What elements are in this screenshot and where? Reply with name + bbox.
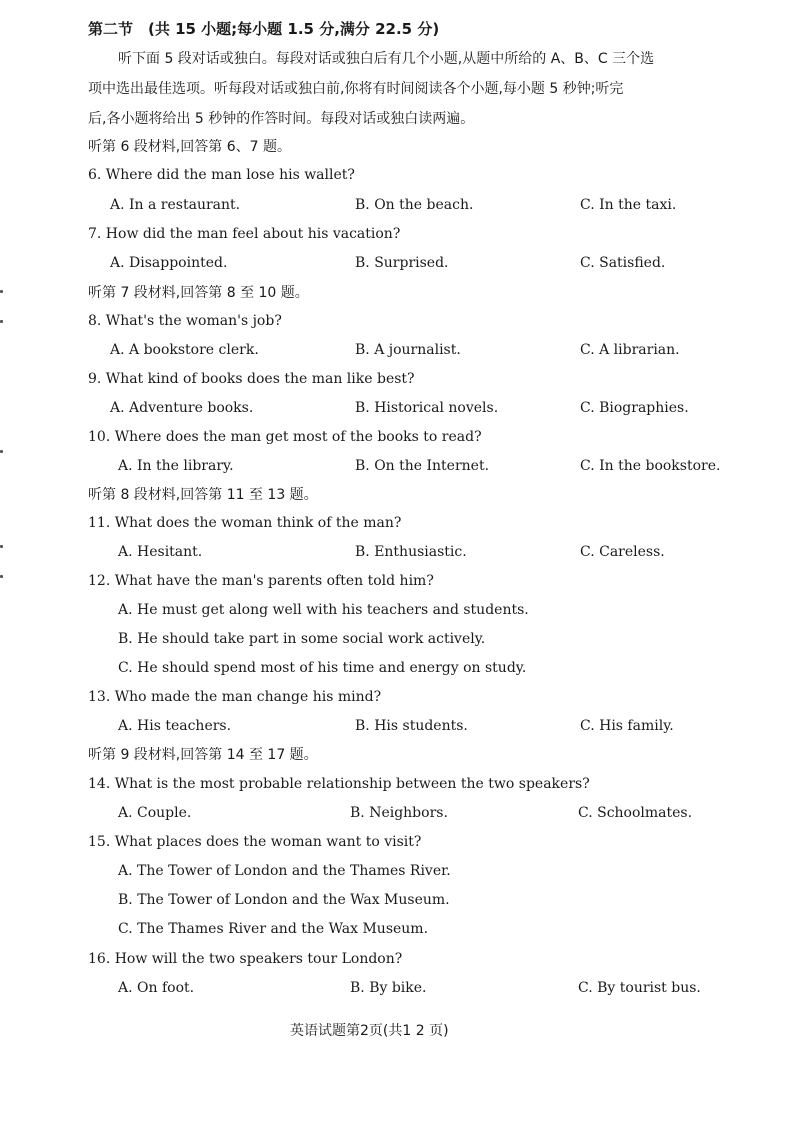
group-header: 听第 6 段材料,回答第 6、7 题。	[88, 139, 291, 155]
instruction-line-3: 后,各小题将给出 5 秒钟的作答时间。每段对话或独白读两遍。	[88, 111, 475, 127]
scan-speck	[0, 320, 3, 323]
scan-speck	[0, 450, 3, 453]
section-title: 第二节 (共 15 小题;每小题 1.5 分,满分 22.5 分)	[88, 20, 440, 38]
option-c: C. A librarian.	[580, 342, 680, 358]
option-c: C. In the taxi.	[580, 197, 677, 213]
question-stem: 14. What is the most probable relationship between the two speakers?	[88, 776, 590, 792]
option-b: B. He should take part in some social work actively.	[118, 631, 486, 647]
option-a: A. On foot.	[118, 980, 195, 996]
question-stem: 10. Where does the man get most of the books to read?	[88, 429, 482, 445]
option-b: B. By bike.	[350, 980, 427, 996]
question-stem: 6. Where did the man lose his wallet?	[88, 167, 355, 183]
option-b: B. Historical novels.	[355, 400, 499, 416]
option-c: C. The Thames River and the Wax Museum.	[118, 921, 429, 937]
page-footer: 英语试题第2页(共1 2 页)	[290, 1023, 449, 1039]
scan-speck	[0, 290, 3, 293]
option-b: B. Enthusiastic.	[355, 544, 467, 560]
question-stem: 9. What kind of books does the man like best?	[88, 371, 415, 387]
question-stem: 13. Who made the man change his mind?	[88, 689, 382, 705]
option-b: B. The Tower of London and the Wax Museum.	[118, 892, 450, 908]
option-c: C. By tourist bus.	[578, 980, 701, 996]
option-b: B. His students.	[355, 718, 468, 734]
scan-speck	[0, 545, 3, 548]
option-a: A. Disappointed.	[110, 255, 228, 271]
option-b: B. On the beach.	[355, 197, 474, 213]
question-stem: 11. What does the woman think of the man?	[88, 515, 402, 531]
option-a: A. Hesitant.	[118, 544, 203, 560]
option-c: C. Careless.	[580, 544, 665, 560]
option-a: A. The Tower of London and the Thames River.	[118, 863, 451, 879]
option-a: A. A bookstore clerk.	[110, 342, 259, 358]
option-c: C. Biographies.	[580, 400, 689, 416]
group-header: 听第 7 段材料,回答第 8 至 10 题。	[88, 285, 309, 301]
question-stem: 7. How did the man feel about his vacation?	[88, 226, 401, 242]
option-a: A. In a restaurant.	[110, 197, 241, 213]
group-header: 听第 8 段材料,回答第 11 至 13 题。	[88, 487, 318, 503]
option-a: A. Adventure books.	[110, 400, 254, 416]
instruction-line-2: 项中选出最佳选项。听每段对话或独白前,你将有时间阅读各个小题,每小题 5 秒钟;听完	[88, 81, 624, 97]
question-stem: 16. How will the two speakers tour London?	[88, 951, 403, 967]
option-c: C. In the bookstore.	[580, 458, 721, 474]
group-header: 听第 9 段材料,回答第 14 至 17 题。	[88, 747, 318, 763]
scan-speck	[0, 575, 3, 578]
option-a: A. He must get along well with his teachers and students.	[118, 602, 529, 618]
question-stem: 8. What's the woman's job?	[88, 313, 282, 329]
question-stem: 15. What places does the woman want to visit?	[88, 834, 422, 850]
option-b: B. Surprised.	[355, 255, 449, 271]
option-a: A. Couple.	[118, 805, 192, 821]
instruction-line-1: 听下面 5 段对话或独白。每段对话或独白后有几个小题,从题中所给的 A、B、C 三个选	[118, 51, 655, 67]
option-c: C. Schoolmates.	[578, 805, 693, 821]
option-a: A. His teachers.	[118, 718, 232, 734]
option-b: B. Neighbors.	[350, 805, 448, 821]
option-b: B. On the Internet.	[355, 458, 490, 474]
option-c: C. Satisfied.	[580, 255, 666, 271]
question-stem: 12. What have the man's parents often told him?	[88, 573, 434, 589]
option-a: A. In the library.	[118, 458, 234, 474]
option-c: C. He should spend most of his time and energy on study.	[118, 660, 527, 676]
option-b: B. A journalist.	[355, 342, 461, 358]
option-c: C. His family.	[580, 718, 674, 734]
